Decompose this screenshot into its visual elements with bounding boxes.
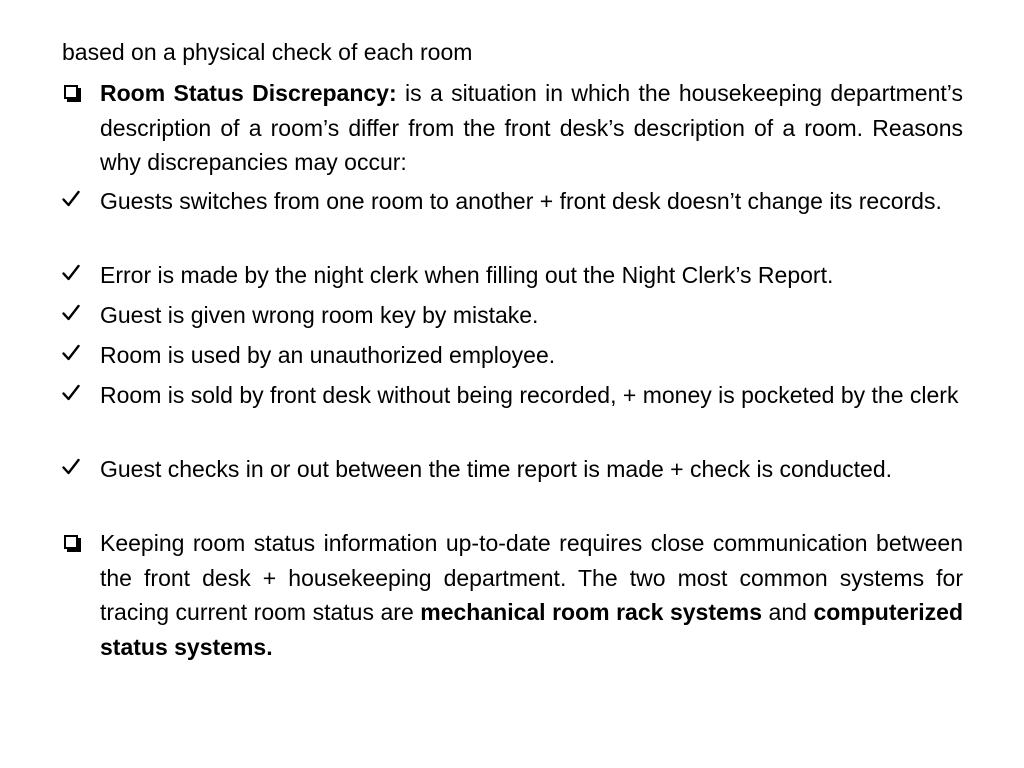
bullet-item-wrong-key <box>62 298 963 333</box>
checkmark-icon <box>62 378 88 408</box>
bullet-text: Room is used by an unauthorized employee. <box>100 342 556 368</box>
checkmark-icon <box>62 452 88 482</box>
bullet-text <box>100 76 963 180</box>
bullet-body: Keeping room status information up-to-date requires close communication between the front desk + housekeeping department. The two most common systems for tracing current room status are <box>100 530 963 625</box>
bullet-item-room-status-discrepancy <box>62 76 963 180</box>
bullet-body: and <box>762 599 814 625</box>
bullet-text: Error is made by the night clerk when filling out the Night Clerk’s Report. <box>100 262 834 288</box>
bullet-item-guest-checks-in-out <box>62 452 963 487</box>
bullet-text <box>100 526 963 664</box>
bullet-text: Room is sold by front desk without being recorded, + money is pocketed by the clerk <box>100 382 959 408</box>
bullet-item-guest-switches <box>62 184 963 219</box>
bold-term: Room Status Discrepancy: <box>100 80 397 106</box>
square-bullet-icon <box>62 526 88 556</box>
checkmark-icon <box>62 184 88 214</box>
checkmark-icon <box>62 298 88 328</box>
bullet-item-keeping-status-up-to-date <box>62 526 963 664</box>
square-bullet-icon <box>62 76 88 106</box>
checkmark-icon <box>62 258 88 288</box>
bullet-item-unauthorized-employee <box>62 338 963 373</box>
bold-term: mechanical room rack systems <box>420 599 763 625</box>
bullet-item-sold-unrecorded <box>62 378 963 413</box>
bullet-text: Guest checks in or out between the time report is made + check is conducted. <box>100 456 892 482</box>
bullet-text: Guests switches from one room to another + front desk doesn’t change its records. <box>100 188 942 214</box>
bold-term: computerized status systems. <box>100 599 963 660</box>
bullet-body: is a situation in which the housekeeping department’s description of a room’s differ from the front desk’s description of a room. Reasons why discrepancies may occur: <box>100 80 963 175</box>
lead-text: based on a physical check of each room <box>62 39 473 65</box>
bullet-text: Guest is given wrong room key by mistake. <box>100 302 539 328</box>
checkmark-icon <box>62 338 88 368</box>
bullet-item-night-clerk-error <box>62 258 963 293</box>
